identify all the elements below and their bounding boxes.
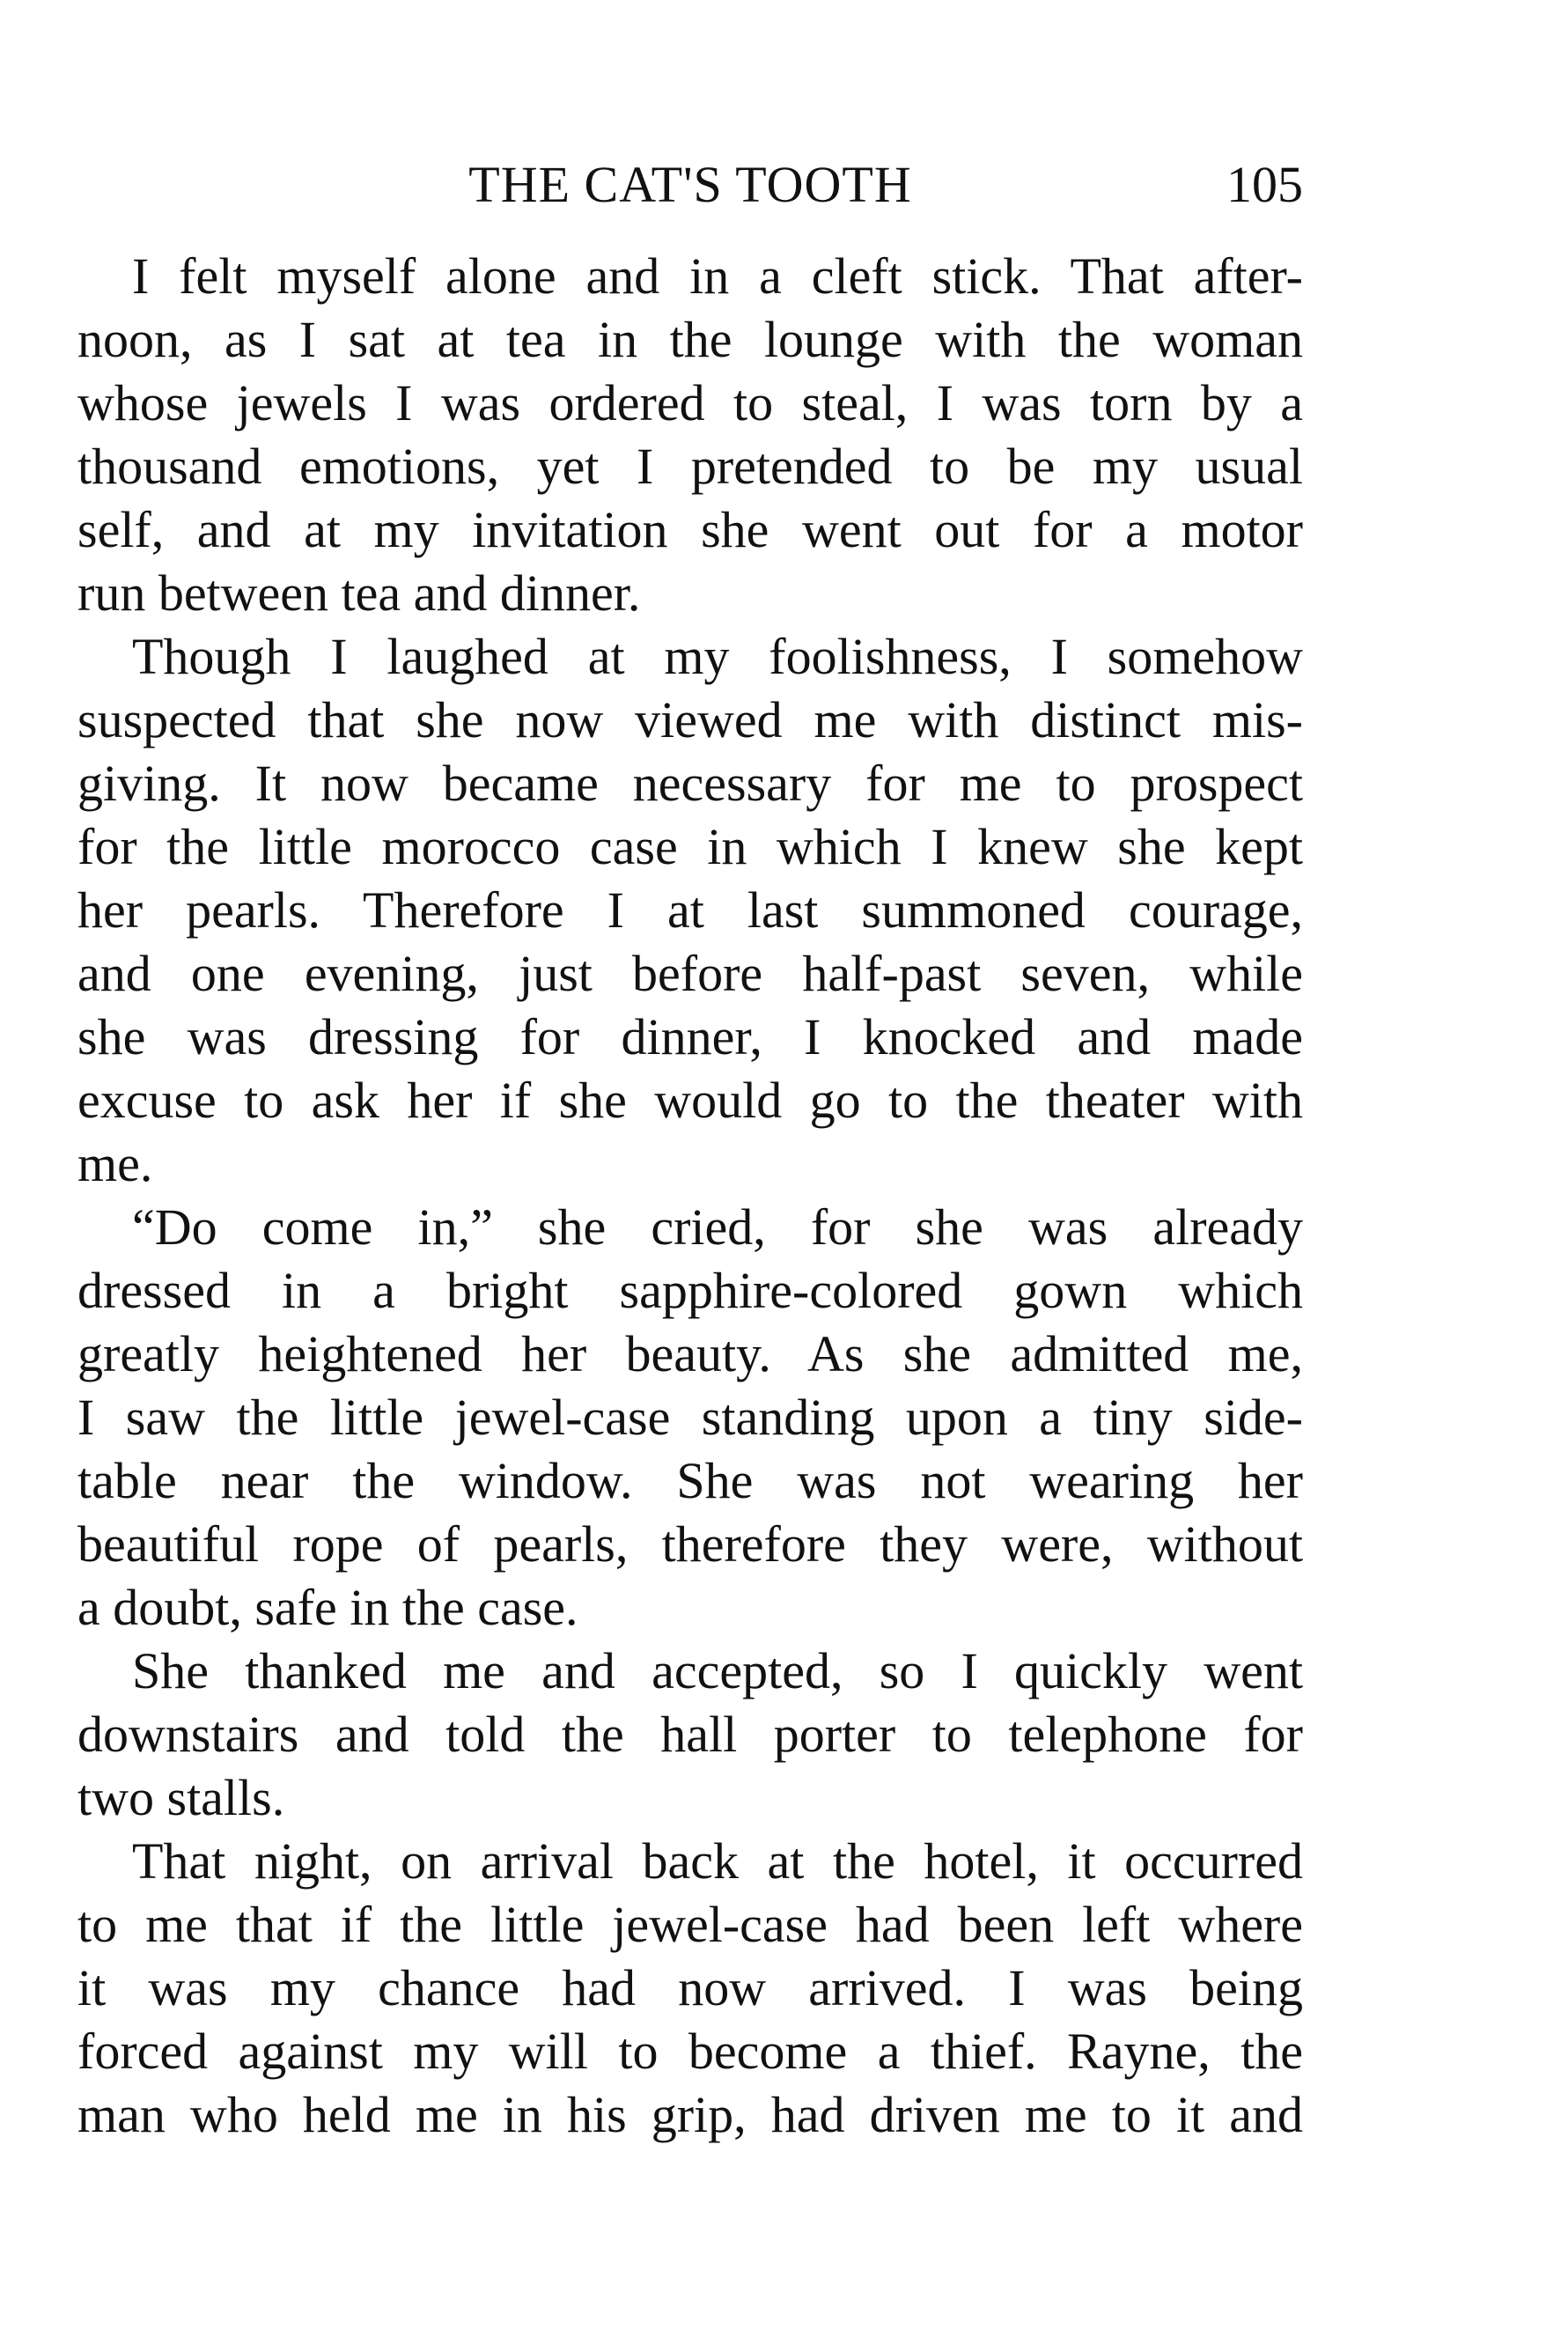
paragraph xyxy=(77,1830,1303,2147)
text-line: I felt myself alone and in a cleft stick. That after- xyxy=(132,247,1303,305)
text-line: forced against my will to become a thief. Rayne, the xyxy=(77,2023,1303,2080)
paragraph xyxy=(77,1640,1303,1830)
running-title: THE CAT'S TOOTH xyxy=(468,156,912,213)
text-line: dressed in a bright sapphire-colored gown which xyxy=(77,1262,1303,1319)
page-number: 105 xyxy=(1226,156,1303,213)
text-line: me. xyxy=(77,1135,153,1192)
text-line: to me that if the little jewel-case had been left where xyxy=(77,1896,1303,1953)
text-line: beautiful rope of pearls, therefore they were, without xyxy=(77,1515,1303,1573)
text-line: it was my chance had now arrived. I was being xyxy=(77,1959,1303,2016)
text-line: man who held me in his grip, had driven me to it and xyxy=(77,2086,1303,2143)
text-line: downstairs and told the hall porter to telephone for xyxy=(77,1706,1303,1763)
text-line: She thanked me and accepted, so I quickly went xyxy=(132,1642,1303,1699)
text-line: suspected that she now viewed me with distinct mis- xyxy=(77,691,1303,748)
running-head xyxy=(77,150,1303,220)
text-line: whose jewels I was ordered to steal, I was torn by a xyxy=(77,374,1303,431)
text-line: giving. It now became necessary for me to prospect xyxy=(77,755,1303,812)
text-line: Though I laughed at my foolishness, I somehow xyxy=(132,628,1303,685)
text-line: for the little morocco case in which I knew she kept xyxy=(77,818,1303,875)
paragraph xyxy=(77,1196,1303,1640)
text-line: her pearls. Therefore I at last summoned courage, xyxy=(77,881,1303,939)
text-line: run between tea and dinner. xyxy=(77,564,641,622)
paragraph xyxy=(77,245,1303,625)
text-line: thousand emotions, yet I pretended to be my usual xyxy=(77,438,1303,495)
text-line: “Do come in,” she cried, for she was already xyxy=(132,1198,1303,1256)
text-line: greatly heightened her beauty. As she admitted me, xyxy=(77,1325,1303,1382)
text-line: table near the window. She was not wearing her xyxy=(77,1452,1303,1509)
text-line: That night, on arrival back at the hotel, it occurred xyxy=(132,1832,1303,1890)
text-line: excuse to ask her if she would go to the theater with xyxy=(77,1072,1303,1129)
paragraph xyxy=(77,625,1303,1196)
text-line: noon, as I sat at tea in the lounge with the woman xyxy=(77,311,1303,368)
body-text xyxy=(77,245,1303,2147)
text-line: I saw the little jewel-case standing upon a tiny side- xyxy=(77,1389,1303,1446)
text-line: she was dressing for dinner, I knocked and made xyxy=(77,1008,1303,1065)
text-line: self, and at my invitation she went out for a motor xyxy=(77,501,1303,558)
text-line: and one evening, just before half-past seven, while xyxy=(77,945,1303,1002)
text-line: two stalls. xyxy=(77,1769,285,1826)
text-line: a doubt, safe in the case. xyxy=(77,1579,578,1636)
